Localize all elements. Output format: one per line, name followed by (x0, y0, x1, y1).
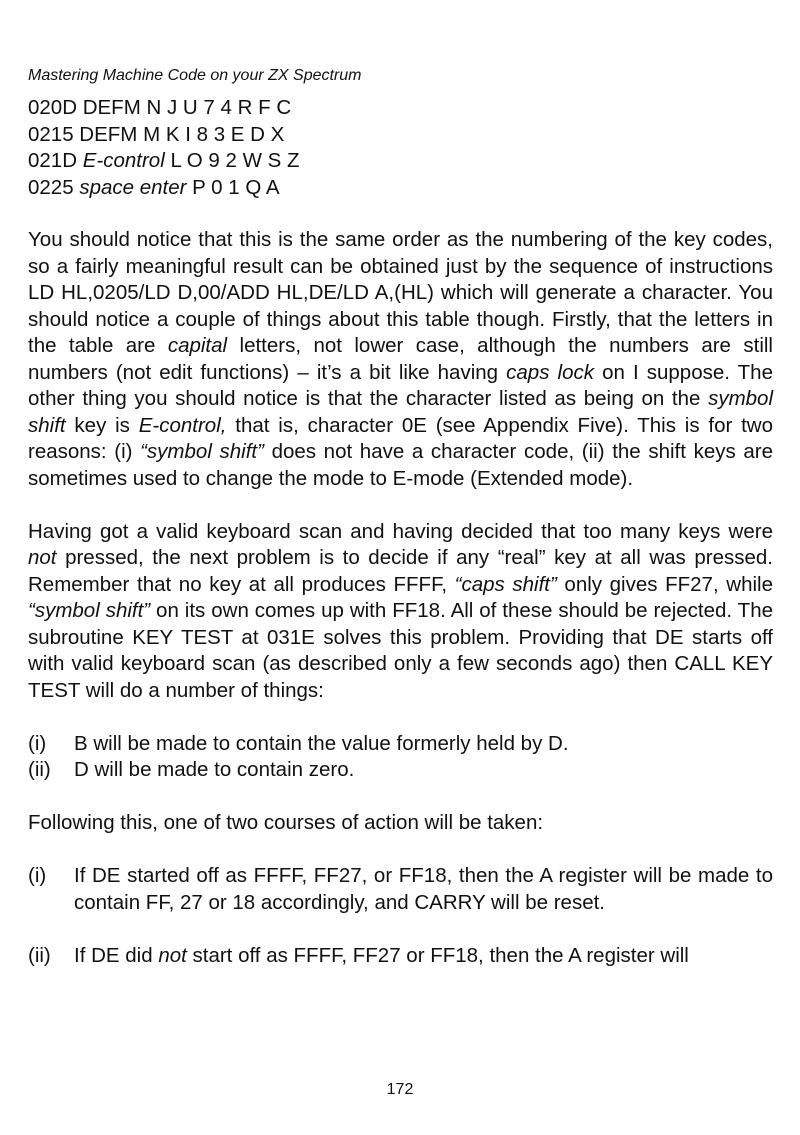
running-header: Mastering Machine Code on your ZX Spectrum (28, 67, 362, 84)
keyboard-table (28, 95, 773, 201)
table-row: 0225 space enter P 0 1 Q A (28, 175, 280, 199)
paragraph-key-test: Having got a valid keyboard scan and having decided that too many keys were not pressed, the next problem is to decide if any “real” key at all was pressed. Remember that no key at all produces FFFF, “caps shift” only gives FF27, while “symbol shift” on its own comes up with FF18. All of these should be rejected. The subroutine KEY TEST at 031E solves this problem. Providing that DE starts off with valid keyboard scan (as described only a few seconds ago) then CALL KEY TEST will do a number of things: (28, 519, 773, 702)
list-item: (ii) If DE did not start off as FFFF, FF27 or FF18, then the A register will (28, 943, 689, 967)
courses-of-action-list (28, 863, 773, 969)
table-row: 0215 DEFM M K I 8 3 E D X (28, 122, 285, 146)
table-row: 021D E-control L O 9 2 W S Z (28, 149, 300, 172)
list-item: (i) B will be made to contain the value formerly held by D. (28, 731, 569, 755)
key-test-effects-list (28, 731, 773, 784)
list-item: (i) If DE started off as FFFF, FF27, or FF18, then the A register will be made to contain FF, 27 or 18 accordingly, and CARRY will be reset. (28, 864, 773, 914)
table-row: 020D DEFM N J U 7 4 R F C (28, 96, 292, 119)
page-content (28, 64, 773, 996)
page-number: 172 (386, 1081, 414, 1098)
list-item: (ii) D will be made to contain zero. (28, 758, 355, 781)
paragraph-courses: Following this, one of two courses of action will be taken: (28, 811, 544, 834)
paragraph-key-order: You should notice that this is the same order as the numbering of the key codes, so a fairly meaningful result can be obtained just by the sequence of instructions LD HL,0205/LD D,00/ADD HL,DE/LD A,(HL) which will generate a character. You should notice a couple of things about this table though. Firstly, that the letters in the table are capital letters, not lower case, although the numbers are still numbers (not edit functions) – it’s a bit like having caps lock on I suppose. The other thing you should notice is that the character listed as being on the symbol shift key is E-control, that is, character 0E (see Appendix Five). This is for two reasons: (i) “symbol shift” does not have a character code, (ii) the shift keys are sometimes used to change the mode to E-mode (Extended mode). (28, 228, 773, 490)
